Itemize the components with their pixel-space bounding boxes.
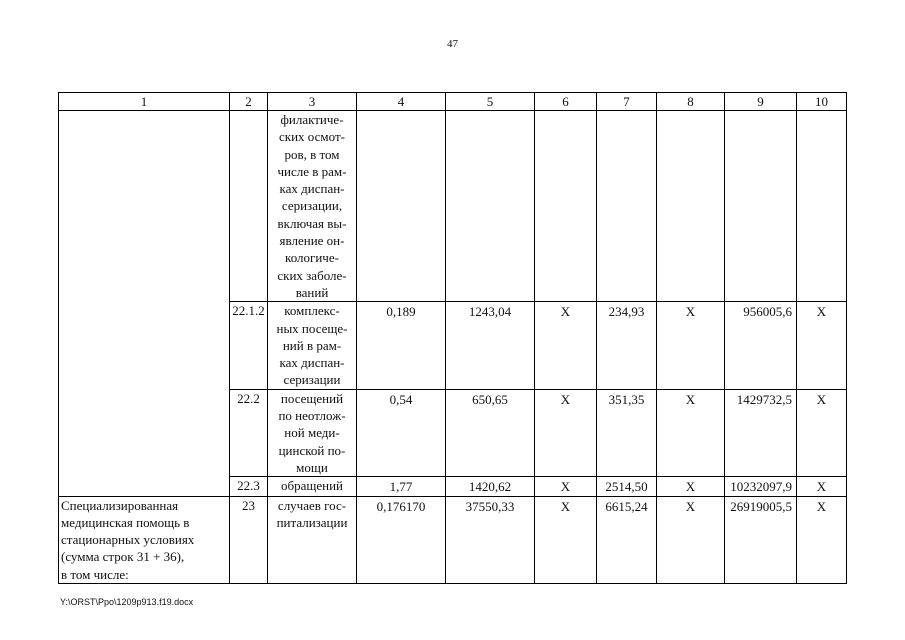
header-cell: 4 [357,93,446,111]
value-cell [657,111,725,302]
indicator-line: ках диспан- [279,181,345,197]
value-cell: 26919005,5 [725,496,797,583]
row-code-cell [230,111,268,302]
header-cell: 5 [446,93,535,111]
row-label-cell [59,111,230,497]
indicator-line: ских осмот- [279,129,345,145]
header-cell: 3 [268,93,357,111]
value-cell: X [657,496,725,583]
header-cell: 10 [797,93,847,111]
value-cell: X [535,477,597,496]
value-cell: X [657,389,725,476]
row-code-cell: 22.1.2 [230,302,268,389]
indicator-line: цинской по- [278,442,346,458]
value-cell: X [657,477,725,496]
indicator-line: посещений [280,390,344,406]
row-label-line: стационарных условиях [61,532,195,548]
value-cell: 1243,04 [446,302,535,389]
value-cell: X [797,477,847,496]
header-cell: 7 [597,93,657,111]
indicator-line: серизации [283,372,341,388]
row-code-cell: 23 [230,496,268,583]
value-cell: 1,77 [357,477,446,496]
indicator-line: явление он- [279,233,345,249]
indicator-cell [268,302,357,389]
value-cell: 0,189 [357,302,446,389]
row-label-line: Специализированная [61,497,179,513]
indicator-line: случаев гос- [277,497,347,513]
header-cell: 6 [535,93,597,111]
indicator-line: комплекс- [284,303,340,319]
value-cell [535,111,597,302]
indicator-line: филактиче- [280,112,344,127]
value-cell: X [535,496,597,583]
value-cell: 37550,33 [446,496,535,583]
row-code-cell: 22.3 [230,477,268,496]
row-label-line: медицинская помощь в [61,514,190,530]
row-code-cell: 22.2 [230,389,268,476]
value-cell: 234,93 [597,302,657,389]
value-cell: X [535,389,597,476]
value-cell: 351,35 [597,389,657,476]
header-cell: 2 [230,93,268,111]
value-cell: X [797,302,847,389]
indicator-line: по неотлож- [278,408,346,424]
value-cell: X [657,302,725,389]
indicator-line: ских заболе- [277,267,347,283]
row-label-line: (сумма строк 31 + 36), [61,549,185,565]
value-cell: 0,176170 [357,496,446,583]
indicator-line: ний в рам- [282,337,342,353]
value-cell: 1429732,5 [725,389,797,476]
value-cell: 0,54 [357,389,446,476]
indicator-line: ров, в том [284,146,340,162]
indicator-cell [268,389,357,476]
indicator-cell [268,477,357,496]
page-number: 47 [447,38,458,50]
indicator-cell [268,111,357,302]
header-cell: 9 [725,93,797,111]
header-cell: 8 [657,93,725,111]
value-cell: 6615,24 [597,496,657,583]
value-cell: 10232097,9 [725,477,797,496]
indicator-line: числе в рам- [277,163,347,179]
indicator-line: включая вы- [277,215,347,231]
indicator-line: мощи [296,459,328,475]
value-cell: X [535,302,597,389]
indicator-line: ваний [295,284,329,300]
data-table [58,92,847,584]
value-cell [446,111,535,302]
header-cell: 1 [59,93,230,111]
indicator-cell [268,496,357,583]
indicator-line: кологиче- [285,250,339,266]
table-row [59,496,847,583]
footer-file-path: Y:\ORST\Ppo\1209p913.f19.docx [60,597,194,607]
value-cell: 2514,50 [597,477,657,496]
indicator-line: питализации [276,514,348,530]
row-label-line: в том числе: [61,566,129,582]
table-header-row [59,93,847,111]
indicator-line: серизации, [281,198,343,214]
value-cell [725,111,797,302]
value-cell: 650,65 [446,389,535,476]
indicator-line: обращений [280,478,344,494]
value-cell: 1420,62 [446,477,535,496]
value-cell: 956005,6 [725,302,797,389]
value-cell [597,111,657,302]
value-cell: X [797,496,847,583]
indicator-line: ной меди- [284,425,340,441]
value-cell [797,111,847,302]
table-row [59,111,847,302]
value-cell: X [797,389,847,476]
indicator-line: ках диспан- [279,355,345,371]
row-label-cell [59,496,230,583]
indicator-line: ных посеще- [276,320,348,336]
value-cell [357,111,446,302]
